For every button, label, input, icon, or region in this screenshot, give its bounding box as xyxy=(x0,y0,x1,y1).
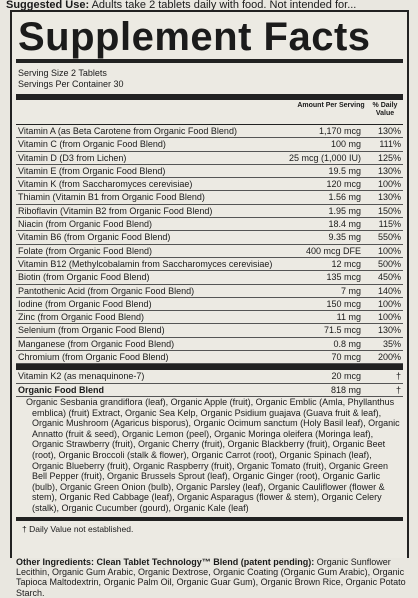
blend-ingredients: Organic Sesbania grandiflora (leaf), Organic Apple (fruit), Organic Emblic (Amla, Phyllanthus emblica) (fruit) Extract, Organic Sea Kelp, Organic Psidium guajava (Guava fruit & leaf), Organic Mushroom (Agaricus bisporus), Organic Ocimum sanctum (Holy Basil leaf), Organic Annatto (fruit & seed), Organic Lemon (peel), Organic Moringa oleifera (Moringa leaf), Organic Strawberry (fruit), Organic Cherry (fruit), Organic Blackberry (fruit), Organic Beet (root), Organic Broccoli (stalk & flower), Organic Carrot (root), Organic Spinach (leaf), Organic Blueberry (fruit), Organic Raspberry (fruit), Organic Tomato (fruit), Organic Green Bell Pepper (fruit), Organic Brussels Sprout (leaf), Organic Ginger (root), Organic Garlic (bulb), Organic Green Onion (bulb), Organic Parsley (leaf), Organic Cauliflower (flower & stem), Organic Red Cabbage (leaf), Organic Asparagus (flower & stem), Organic Celery (stalk), Organic Cucumber (gourd), Organic Kale (leaf) xyxy=(26,396,400,513)
nutrient-table-2 xyxy=(16,369,403,397)
nutrient-dv: 130% xyxy=(377,192,401,203)
nutrient-dv: 111% xyxy=(379,139,401,150)
nutrient-amount: 70 mcg xyxy=(331,352,361,363)
panel-title: Supplement Facts xyxy=(18,15,371,59)
nutrient-row xyxy=(16,298,403,311)
nutrient-name: Vitamin B6 (from Organic Food Blend) xyxy=(18,232,171,243)
nutrient-row xyxy=(16,351,403,364)
nutrient-dv: 100% xyxy=(377,312,401,323)
nutrient-dv: 100% xyxy=(377,179,401,190)
nutrient-amount: 1,170 mcg xyxy=(318,126,361,136)
nutrient-name: Vitamin B12 (Methylcobalamin from Saccharomyces cerevisiae) xyxy=(18,258,273,269)
nutrient-row xyxy=(16,384,403,397)
nutrient-amount: 7 mg xyxy=(340,285,361,296)
nutrient-dv: † xyxy=(395,384,401,395)
nutrient-name: Vitamin C (from Organic Food Blend) xyxy=(18,139,166,150)
dv-header: % Daily Value xyxy=(372,102,398,117)
servings-per-container: Servings Per Container 30 xyxy=(18,79,124,89)
nutrient-name: Riboflavin (Vitamin B2 from Organic Food Blend) xyxy=(18,205,213,216)
nutrient-amount: 0.8 mg xyxy=(333,338,361,349)
nutrient-dv: 100% xyxy=(377,245,401,256)
suggested-use-label: Suggested Use: xyxy=(6,0,90,10)
nutrient-dv: 125% xyxy=(377,152,401,163)
amount-header: Amount Per Serving xyxy=(297,102,365,109)
nutrient-row xyxy=(16,191,403,204)
nutrient-name: Folate (from Organic Food Blend) xyxy=(18,245,153,256)
column-header xyxy=(16,94,403,124)
nutrient-name: Chromium (from Organic Food Blend) xyxy=(18,352,169,363)
nutrient-table xyxy=(16,124,403,364)
nutrient-name: Niacin (from Organic Food Blend) xyxy=(18,219,153,230)
nutrient-amount: 19.5 mg xyxy=(328,165,361,176)
nutrient-dv: 115% xyxy=(378,219,401,230)
nutrient-row xyxy=(16,165,403,178)
nutrient-name: Biotin (from Organic Food Blend) xyxy=(18,272,150,283)
nutrient-amount: 9.35 mg xyxy=(328,232,361,243)
nutrient-amount: 25 mcg (1,000 IU) xyxy=(289,152,362,163)
nutrient-row xyxy=(16,245,403,258)
nutrient-dv: 130% xyxy=(377,325,401,336)
nutrient-row xyxy=(16,178,403,191)
nutrient-row xyxy=(16,205,403,218)
nutrient-name: Vitamin K (from Saccharomyces cerevisiae) xyxy=(18,179,193,190)
nutrient-amount: 11 mg xyxy=(336,312,361,323)
nutrient-name: Selenium (from Organic Food Blend) xyxy=(18,325,165,336)
nutrient-name: Vitamin D (D3 from Lichen) xyxy=(18,152,127,163)
nutrient-amount: 150 mcg xyxy=(326,298,361,309)
nutrient-name: Iodine (from Organic Food Blend) xyxy=(18,298,152,309)
nutrient-amount: 12 mcg xyxy=(331,258,361,269)
nutrient-dv: 130% xyxy=(377,165,401,176)
nutrient-name: Vitamin E (from Organic Food Blend) xyxy=(18,165,166,176)
nutrient-amount: 818 mg xyxy=(330,384,361,395)
nutrient-row xyxy=(16,218,403,231)
nutrient-amount: 20 mcg xyxy=(331,371,361,382)
nutrient-amount: 120 mcg xyxy=(326,179,361,190)
nutrient-row xyxy=(16,370,403,383)
suggested-use-strip xyxy=(0,0,418,10)
clean-tablet-blend-label: Clean Tablet Technology™ Blend (patent pending): xyxy=(96,557,315,567)
serving-info xyxy=(12,63,407,90)
nutrient-name: Vitamin K2 (as menaquinone-7) xyxy=(18,371,145,382)
nutrient-name: Thiamin (Vitamin B1 from Organic Food Blend) xyxy=(18,192,205,203)
nutrient-row xyxy=(16,271,403,284)
nutrient-dv: 35% xyxy=(382,338,401,349)
nutrient-dv: 150% xyxy=(377,205,401,216)
nutrient-dv: 100% xyxy=(377,298,401,309)
nutrient-amount: 71.5 mcg xyxy=(323,325,361,336)
other-ingredients-text: Organic Sunflower Lecithin, Organic Gum Arabic, Organic Dextrose, Organic Coating (Organic Gum Arabic), Organic Tapioca Maltodextrin, Organic Palm Oil, Organic Guar Gum), Organic Brown Rice, Organic Potato Starch. xyxy=(16,557,406,598)
other-ingredients-label: Other Ingredients: xyxy=(16,557,95,567)
nutrient-name: Vitamin A (as Beta Carotene from Organic Food Blend) xyxy=(18,126,237,136)
nutrient-row xyxy=(16,258,403,271)
supplement-facts-panel xyxy=(10,10,409,558)
nutrient-row xyxy=(16,311,403,324)
nutrient-dv: 550% xyxy=(377,232,401,243)
nutrient-row xyxy=(16,231,403,244)
nutrient-dv: 200% xyxy=(377,352,401,363)
nutrient-amount: 400 mcg DFE xyxy=(305,245,361,256)
nutrient-amount: 1.95 mg xyxy=(328,205,361,216)
nutrient-row xyxy=(16,152,403,165)
nutrient-row xyxy=(16,138,403,151)
nutrient-row xyxy=(16,125,403,138)
nutrient-dv: 130% xyxy=(377,126,401,136)
nutrient-dv: 450% xyxy=(377,272,401,283)
nutrient-name: Manganese (from Organic Food Blend) xyxy=(18,338,175,349)
daily-value-footnote: † Daily Value not established. xyxy=(16,517,403,537)
other-ingredients xyxy=(10,557,415,598)
nutrient-name: Zinc (from Organic Food Blend) xyxy=(18,312,145,323)
nutrient-dv: † xyxy=(395,371,401,382)
nutrient-dv: 140% xyxy=(377,285,401,296)
nutrient-amount: 135 mcg xyxy=(326,272,361,283)
nutrient-amount: 1.56 mg xyxy=(328,192,361,203)
nutrient-row xyxy=(16,324,403,337)
nutrient-amount: 100 mg xyxy=(330,139,361,150)
nutrient-row xyxy=(16,285,403,298)
suggested-use-text: Adults take 2 tablets daily with food. Not intended for... xyxy=(89,0,357,10)
serving-size: Serving Size 2 Tablets xyxy=(18,68,107,78)
nutrient-amount: 18.4 mg xyxy=(328,219,361,230)
nutrient-dv: 500% xyxy=(377,258,401,269)
nutrient-name: Pantothenic Acid (from Organic Food Blend) xyxy=(18,285,195,296)
nutrient-name: Organic Food Blend xyxy=(18,384,105,395)
nutrient-row xyxy=(16,338,403,351)
